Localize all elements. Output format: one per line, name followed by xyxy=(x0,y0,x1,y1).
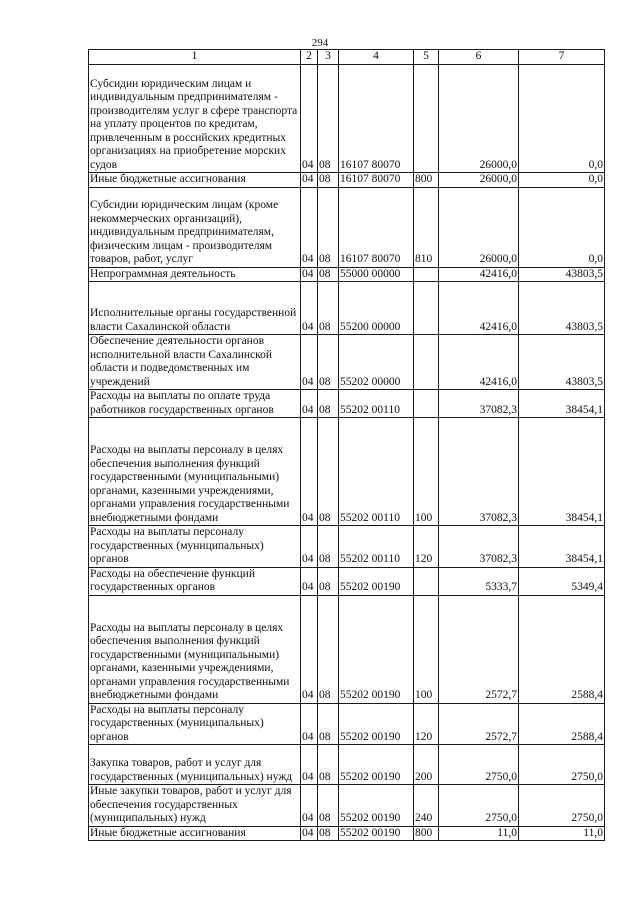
table-row xyxy=(89,826,605,841)
table-row xyxy=(89,703,605,745)
row-section-code: 04 xyxy=(301,526,318,568)
column-header-7: 7 xyxy=(519,50,605,65)
row-section-code: 04 xyxy=(301,826,318,841)
row-expense-type-code xyxy=(414,282,439,335)
table-row xyxy=(89,187,605,267)
row-subsection-code: 08 xyxy=(318,567,339,595)
row-amount-col7: 38454,1 xyxy=(519,526,605,568)
table-row xyxy=(89,335,605,390)
row-subsection-code: 08 xyxy=(318,173,339,188)
row-amount-col6: 42416,0 xyxy=(439,282,519,335)
row-amount-col7: 0,0 xyxy=(519,173,605,188)
column-header-2: 2 xyxy=(301,50,318,65)
row-subsection-code: 08 xyxy=(318,418,339,526)
row-amount-col7: 0,0 xyxy=(519,187,605,267)
row-subsection-code: 08 xyxy=(318,390,339,418)
row-section-code: 04 xyxy=(301,703,318,745)
row-section-code: 04 xyxy=(301,173,318,188)
row-target-article-code: 55202 00190 xyxy=(339,745,414,785)
budget-table xyxy=(88,49,605,841)
row-target-article-code: 55202 00190 xyxy=(339,595,414,703)
row-amount-col7: 43803,5 xyxy=(519,282,605,335)
table-row xyxy=(89,745,605,785)
row-name: Закупка товаров, работ и услуг для государственных (муниципальных) нужд xyxy=(89,745,301,785)
row-subsection-code: 08 xyxy=(318,595,339,703)
row-expense-type-code: 100 xyxy=(414,418,439,526)
row-name: Иные бюджетные ассигнования xyxy=(89,826,301,841)
row-amount-col6: 2572,7 xyxy=(439,703,519,745)
row-target-article-code: 55202 00190 xyxy=(339,567,414,595)
column-header-1: 1 xyxy=(89,50,301,65)
row-target-article-code: 55202 00190 xyxy=(339,703,414,745)
row-amount-col6: 2750,0 xyxy=(439,745,519,785)
row-section-code: 04 xyxy=(301,567,318,595)
row-amount-col6: 26000,0 xyxy=(439,187,519,267)
row-target-article-code: 16107 80070 xyxy=(339,173,414,188)
row-target-article-code: 55202 00110 xyxy=(339,390,414,418)
row-name: Расходы на выплаты персоналу государственных (муниципальных) органов xyxy=(89,703,301,745)
row-expense-type-code: 100 xyxy=(414,595,439,703)
row-subsection-code: 08 xyxy=(318,785,339,827)
row-amount-col7: 43803,5 xyxy=(519,267,605,282)
table-row xyxy=(89,526,605,568)
table-row xyxy=(89,785,605,827)
row-name: Расходы на выплаты персоналу государственных (муниципальных) органов xyxy=(89,526,301,568)
row-subsection-code: 08 xyxy=(318,745,339,785)
table-row xyxy=(89,282,605,335)
row-amount-col7: 2588,4 xyxy=(519,595,605,703)
row-amount-col6: 42416,0 xyxy=(439,335,519,390)
row-name: Субсидии юридическим лицам и индивидуальным предпринимателям - производителям услуг в сфере транспорта на уплату процентов по кредитам, привлеченным в российских кредитных организациях на приобретение морских судов xyxy=(89,65,301,173)
row-name: Субсидии юридическим лицам (кроме некоммерческих организаций), индивидуальным предпринимателям, физическим лицам - производителям товаров, работ, услуг xyxy=(89,187,301,267)
row-section-code: 04 xyxy=(301,187,318,267)
table-row xyxy=(89,65,605,173)
column-header-6: 6 xyxy=(439,50,519,65)
row-target-article-code: 55000 00000 xyxy=(339,267,414,282)
row-subsection-code: 08 xyxy=(318,65,339,173)
row-name: Расходы на обеспечение функций государственных органов xyxy=(89,567,301,595)
row-expense-type-code: 120 xyxy=(414,526,439,568)
row-target-article-code: 55202 00190 xyxy=(339,826,414,841)
row-amount-col6: 26000,0 xyxy=(439,65,519,173)
row-subsection-code: 08 xyxy=(318,703,339,745)
row-expense-type-code xyxy=(414,65,439,173)
row-amount-col7: 2750,0 xyxy=(519,745,605,785)
row-target-article-code: 16107 80070 xyxy=(339,187,414,267)
row-amount-col7: 38454,1 xyxy=(519,390,605,418)
row-target-article-code: 55202 00000 xyxy=(339,335,414,390)
row-amount-col7: 43803,5 xyxy=(519,335,605,390)
column-header-4: 4 xyxy=(339,50,414,65)
row-amount-col6: 42416,0 xyxy=(439,267,519,282)
table-row xyxy=(89,567,605,595)
row-name: Иные закупки товаров, работ и услуг для обеспечения государственных (муниципальных) нужд xyxy=(89,785,301,827)
row-expense-type-code xyxy=(414,267,439,282)
row-amount-col6: 37082,3 xyxy=(439,390,519,418)
table-row xyxy=(89,418,605,526)
row-section-code: 04 xyxy=(301,745,318,785)
row-expense-type-code: 800 xyxy=(414,826,439,841)
row-expense-type-code: 240 xyxy=(414,785,439,827)
row-expense-type-code xyxy=(414,567,439,595)
row-name: Расходы на выплаты по оплате труда работников государственных органов xyxy=(89,390,301,418)
row-amount-col7: 5349,4 xyxy=(519,567,605,595)
row-amount-col6: 37082,3 xyxy=(439,418,519,526)
row-name: Непрограммная деятельность xyxy=(89,267,301,282)
row-amount-col7: 2588,4 xyxy=(519,703,605,745)
row-amount-col6: 2572,7 xyxy=(439,595,519,703)
row-expense-type-code: 200 xyxy=(414,745,439,785)
row-name: Обеспечение деятельности органов исполнительной власти Сахалинской области и подведомственных им учреждений xyxy=(89,335,301,390)
row-section-code: 04 xyxy=(301,335,318,390)
row-subsection-code: 08 xyxy=(318,267,339,282)
row-amount-col6: 2750,0 xyxy=(439,785,519,827)
row-amount-col7: 2750,0 xyxy=(519,785,605,827)
column-header-3: 3 xyxy=(318,50,339,65)
header-row xyxy=(89,50,605,65)
column-header-5: 5 xyxy=(414,50,439,65)
row-target-article-code: 55200 00000 xyxy=(339,282,414,335)
row-section-code: 04 xyxy=(301,65,318,173)
row-amount-col6: 37082,3 xyxy=(439,526,519,568)
row-amount-col6: 26000,0 xyxy=(439,173,519,188)
row-expense-type-code xyxy=(414,335,439,390)
row-name: Иные бюджетные ассигнования xyxy=(89,173,301,188)
row-expense-type-code: 120 xyxy=(414,703,439,745)
row-expense-type-code: 800 xyxy=(414,173,439,188)
row-subsection-code: 08 xyxy=(318,282,339,335)
table-row xyxy=(89,267,605,282)
row-section-code: 04 xyxy=(301,785,318,827)
row-section-code: 04 xyxy=(301,418,318,526)
row-name: Исполнительные органы государственной власти Сахалинской области xyxy=(89,282,301,335)
row-subsection-code: 08 xyxy=(318,335,339,390)
table-row xyxy=(89,173,605,188)
row-amount-col7: 38454,1 xyxy=(519,418,605,526)
row-target-article-code: 55202 00110 xyxy=(339,526,414,568)
row-section-code: 04 xyxy=(301,267,318,282)
row-target-article-code: 16107 80070 xyxy=(339,65,414,173)
row-section-code: 04 xyxy=(301,282,318,335)
row-target-article-code: 55202 00110 xyxy=(339,418,414,526)
row-amount-col7: 0,0 xyxy=(519,65,605,173)
table-row xyxy=(89,390,605,418)
row-amount-col6: 11,0 xyxy=(439,826,519,841)
row-subsection-code: 08 xyxy=(318,826,339,841)
row-name: Расходы на выплаты персоналу в целях обеспечения выполнения функций государственными (муниципальными) органами, казенными учреждениями, органами управления государственными внебюджетными фондами xyxy=(89,418,301,526)
row-section-code: 04 xyxy=(301,390,318,418)
row-subsection-code: 08 xyxy=(318,526,339,568)
row-target-article-code: 55202 00190 xyxy=(339,785,414,827)
row-name: Расходы на выплаты персоналу в целях обеспечения выполнения функций государственными (муниципальными) органами, казенными учреждениями, органами управления государственными внебюджетными фондами xyxy=(89,595,301,703)
row-amount-col7: 11,0 xyxy=(519,826,605,841)
page-number: 294 xyxy=(311,37,329,49)
row-expense-type-code: 810 xyxy=(414,187,439,267)
row-subsection-code: 08 xyxy=(318,187,339,267)
row-expense-type-code xyxy=(414,390,439,418)
row-section-code: 04 xyxy=(301,595,318,703)
table-row xyxy=(89,595,605,703)
row-amount-col6: 5333,7 xyxy=(439,567,519,595)
